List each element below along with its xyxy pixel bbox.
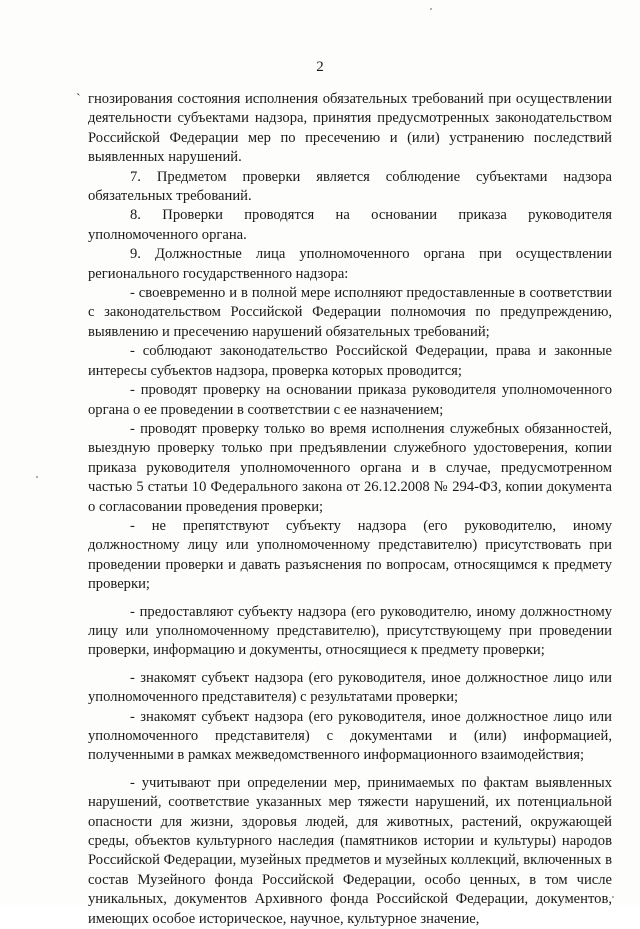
scan-speck: [430, 8, 432, 10]
list-item: - не препятствуют субъекту надзора (его руководителю, иному должностному лицу или уполномоченному представителю) присутствовать при проведении проверки и давать разъяснения по вопросам, относящимся к предмету проверки;: [88, 517, 612, 593]
paragraph: 7. Предметом проверки является соблюдение субъектами надзора обязательных требований.: [88, 168, 612, 205]
list-item: - проводят проверку на основании приказа руководителя уполномоченного органа о ее проведении в соответствии с ее назначением;: [88, 382, 612, 418]
scan-speck: [612, 896, 614, 898]
paragraph: 9. Должностные лица уполномоченного органа при осуществлении регионального государственного надзора:: [88, 246, 612, 282]
document-body: [88, 90, 612, 929]
list-item: - учитывают при определении мер, принимаемых по фактам выявленных нарушений, соответствие указанных мер тяжести нарушений, их потенциальной опасности для жизни, здоровья людей, для животных, растений, окружающей среды, объектов культурного наследия (памятников истории и культуры) народов Российской Федерации, музейных предметов и музейных коллекций, включенных в состав Музейного фонда Российской Федерации, особо ценных, в том числе уникальных, документов Архивного фонда Российской Федерации, документов, имеющих особое историческое, научное, культурное значение,: [88, 774, 612, 927]
page-number: 2: [316, 59, 324, 75]
list-item: - предоставляют субъекту надзора (его руководителю, иному должностному лицу или уполномоченному представителю), присутствующему при проведении проверки, информацию и документы, относящиеся к предмету проверки;: [88, 603, 612, 659]
list-item: - своевременно и в полной мере исполняют предоставленные в соответствии с законодательством Российской Федерации полномочия по предупреждению, выявлению и пресечению нарушений обязательных требований;: [88, 285, 612, 340]
list-item: - знакомят субъект надзора (его руководителя, иное должностное лицо или уполномоченного представителя) с документами и (или) информацией, полученными в рамках межведомственного информационного взаимодействия;: [88, 708, 612, 764]
list-item: - проводят проверку только во время исполнения служебных обязанностей, выездную проверку только при предъявлении служебного удостоверения, копии приказа руководителя уполномоченного органа и в случае, предусмотренном частью 5 статьи 10 Федерального закона от 26.12.2008 № 294-ФЗ, копии документа о согласовании проведения проверки;: [88, 420, 612, 515]
paragraph: гнозирования состояния исполнения обязательных требований при осуществлении деятельности субъектами надзора, принятия предусмотренных законодательством Российской Федерации мер по пресечению и (или) устранению последствий выявленных нарушений.: [88, 91, 612, 166]
list-item: - знакомят субъект надзора (его руководителя, иное должностное лицо или уполномоченного представителя) с результатами проверки;: [88, 669, 612, 706]
paragraph: 8. Проверки проводятся на основании приказа руководителя уполномоченного органа.: [88, 207, 612, 243]
scan-speck: [36, 476, 38, 478]
list-item: - соблюдают законодательство Российской Федерации, права и законные интересы субъектов надзора, проверка которых проводится;: [88, 343, 612, 379]
scan-mark: `: [76, 92, 81, 107]
